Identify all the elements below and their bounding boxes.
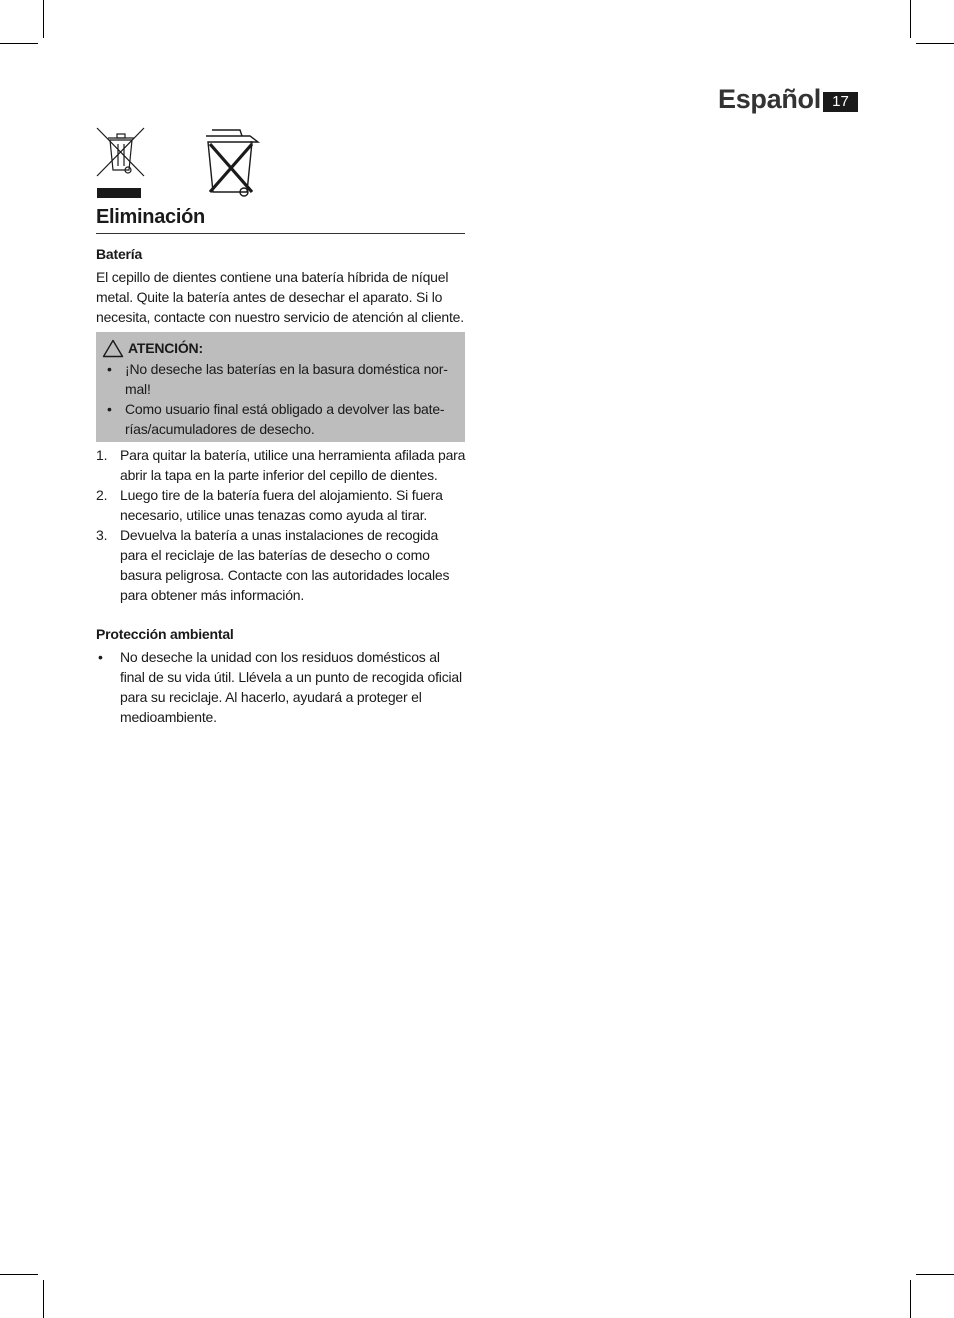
step-number: 3. bbox=[96, 527, 108, 543]
warning-title: ATENCIÓN: bbox=[128, 340, 203, 356]
crop-mark bbox=[0, 1274, 38, 1275]
crop-mark bbox=[910, 0, 911, 38]
warning-item-text: Como usuario final está obligado a devolver las bate-rías/acumuladores de desecho. bbox=[125, 401, 445, 437]
warning-heading bbox=[102, 337, 457, 359]
step-text: Luego tire de la batería fuera del alojamiento. Si fuera necesario, utilice unas tenazas como ayuda al tirar. bbox=[120, 487, 443, 523]
bullet: • bbox=[107, 361, 112, 377]
warning-item bbox=[102, 359, 457, 399]
environment-text: No deseche la unidad con los residuos domésticos al final de su vida útil. Llévela a un punto de recogida oficial para su reciclaje. Al hacerlo, ayudará a proteger el medioambiente. bbox=[120, 649, 462, 725]
step-text: Devuelva la batería a unas instalaciones de recogida para el reciclaje de las baterías de desecho o como basura peligrosa. Contacte con las autoridades locales para obtener más información. bbox=[120, 527, 450, 603]
language-title: Español bbox=[718, 84, 821, 114]
list-item bbox=[96, 445, 466, 485]
environment-section bbox=[96, 624, 466, 727]
battery-section bbox=[96, 244, 466, 327]
crop-mark bbox=[43, 0, 44, 38]
list-item bbox=[96, 647, 466, 727]
step-number: 2. bbox=[96, 487, 108, 503]
crossed-out-wheelie-bin-icon bbox=[96, 126, 146, 200]
crossed-out-battery-bin-icon bbox=[200, 126, 264, 200]
crop-mark bbox=[916, 1274, 954, 1275]
bullet: • bbox=[107, 401, 112, 417]
section-title: Eliminación bbox=[96, 206, 465, 234]
warning-item-text: ¡No deseche las baterías en la basura doméstica nor-mal! bbox=[125, 361, 448, 397]
warning-box bbox=[96, 332, 465, 442]
list-item bbox=[96, 485, 466, 525]
step-number: 1. bbox=[96, 447, 108, 463]
page-number: 17 bbox=[823, 92, 858, 112]
crop-mark bbox=[910, 1280, 911, 1318]
battery-text: El cepillo de dientes contiene una batería híbrida de níquel metal. Quite la batería antes de desechar el aparato. Si lo necesita, contacte con nuestro servicio de atención al cliente. bbox=[96, 269, 464, 325]
warning-item bbox=[102, 399, 457, 439]
warning-triangle-icon bbox=[102, 339, 124, 358]
bullet: • bbox=[98, 649, 103, 665]
list-item bbox=[96, 525, 466, 605]
battery-heading: Batería bbox=[96, 246, 143, 262]
crop-mark bbox=[916, 43, 954, 44]
step-text: Para quitar la batería, utilice una herramienta afilada para abrir la tapa en la parte inferior del cepillo de dientes. bbox=[120, 447, 466, 483]
crop-mark bbox=[0, 43, 38, 44]
environment-heading: Protección ambiental bbox=[96, 626, 234, 642]
steps-list bbox=[96, 445, 466, 605]
crop-mark bbox=[43, 1280, 44, 1318]
